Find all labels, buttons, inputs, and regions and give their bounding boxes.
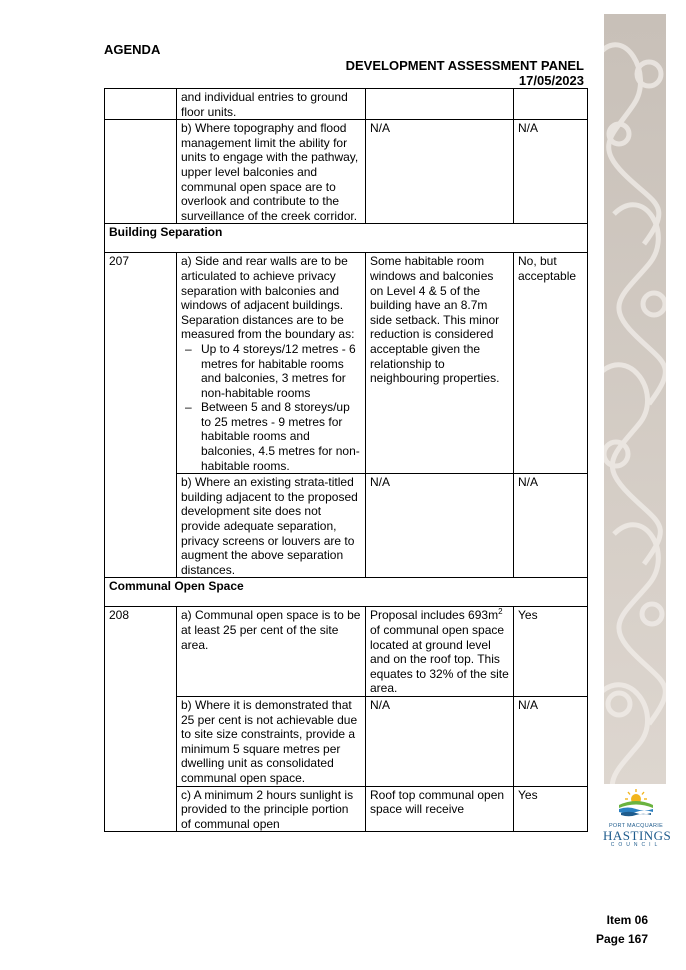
table-row bbox=[105, 696, 588, 786]
item-number: Item 06 bbox=[606, 913, 648, 927]
clause-number-cell bbox=[105, 89, 177, 120]
dash-list bbox=[181, 342, 361, 473]
table-row bbox=[105, 253, 588, 474]
table-row bbox=[105, 786, 588, 832]
swirl-pattern bbox=[604, 14, 666, 784]
proposal-cell: Proposal includes $693m^2$ of communal open space located at ground level and on the roof top. This equates to 32% of the site area. bbox=[366, 607, 514, 697]
compliance-cell: N/A bbox=[514, 474, 588, 578]
table-row bbox=[105, 120, 588, 224]
section-heading-row bbox=[105, 578, 588, 607]
requirement-cell: b) Where topography and flood management limit the ability for units to engage with the pathway, upper level balconies and communal open space are to overlook and contribute to the surveillance of the creek corridor. bbox=[177, 120, 366, 224]
proposal-cell: Roof top communal open space will receive bbox=[366, 786, 514, 832]
clause-number-cell: 207 bbox=[105, 253, 177, 578]
table-row bbox=[105, 607, 588, 697]
clause-number-cell bbox=[105, 120, 177, 224]
compliance-cell: Yes bbox=[514, 607, 588, 697]
requirement-cell: b) Where an existing strata-titled building adjacent to the proposed development site does not provide adequate separation, privacy screens or louvers are to augment the above separation distances. bbox=[177, 474, 366, 578]
requirement-cell: c) A minimum 2 hours sunlight is provided to the principle portion of communal open bbox=[177, 786, 366, 832]
sun-and-waves-icon bbox=[616, 787, 656, 817]
section-heading: Communal Open Space bbox=[105, 578, 588, 607]
requirement-cell: and individual entries to ground floor units. bbox=[177, 89, 366, 120]
clause-number-cell: 208 bbox=[105, 607, 177, 832]
logo-town-text: PORT MACQUARIE bbox=[608, 823, 664, 829]
agenda-label: AGENDA bbox=[104, 42, 161, 57]
table-row bbox=[105, 474, 588, 578]
proposal-cell: Some habitable room windows and balconies on Level 4 & 5 of the building have an 8.7m side setback. This minor reduction is considered acceptable given the relationship to neighbouring properties. bbox=[366, 253, 514, 474]
requirement-cell: a) Communal open space is to be at least 25 per cent of the site area. bbox=[177, 607, 366, 697]
compliance-cell: No, but acceptable bbox=[514, 253, 588, 474]
panel-title: DEVELOPMENT ASSESSMENT PANEL bbox=[345, 58, 584, 73]
proposal-cell: N/A bbox=[366, 474, 514, 578]
compliance-cell: N/A bbox=[514, 120, 588, 224]
assessment-table bbox=[104, 88, 588, 832]
logo-council-text: COUNCIL bbox=[610, 842, 662, 848]
list-item: – Up to 4 storeys/12 metres - 6 metres for habitable rooms and balconies, 3 metres for non-habitable rooms bbox=[185, 341, 356, 400]
proposal-cell: N/A bbox=[366, 696, 514, 786]
compliance-cell bbox=[514, 89, 588, 120]
meeting-date: 17/05/2023 bbox=[518, 73, 584, 88]
list-item: – Between 5 and 8 storeys/up to 25 metres - 9 metres for habitable rooms and balconies, 4.5 metres for non-habitable rooms. bbox=[185, 400, 360, 473]
requirement-cell: b) Where it is demonstrated that 25 per cent is not achievable due to site size constraints, provide a minimum 5 square metres per dwelling unit as consolidated communal open space. bbox=[177, 696, 366, 786]
proposal-cell: N/A bbox=[366, 120, 514, 224]
compliance-cell: Yes bbox=[514, 786, 588, 832]
decorative-side-band bbox=[604, 14, 666, 784]
compliance-cell: N/A bbox=[514, 696, 588, 786]
council-logo bbox=[603, 787, 672, 848]
page-number: Page 167 bbox=[595, 932, 648, 946]
proposal-cell bbox=[366, 89, 514, 120]
logo-name-text: HASTINGS bbox=[603, 828, 672, 843]
table-row bbox=[105, 89, 588, 120]
section-heading: Building Separation bbox=[105, 224, 588, 253]
section-heading-row bbox=[105, 224, 588, 253]
requirement-cell bbox=[177, 253, 366, 474]
requirement-text: a) Side and rear walls are to be articulated to achieve privacy separation with balconies and windows of adjacent buildings. Separation distances are to be measured from the boundary as: bbox=[181, 254, 355, 342]
